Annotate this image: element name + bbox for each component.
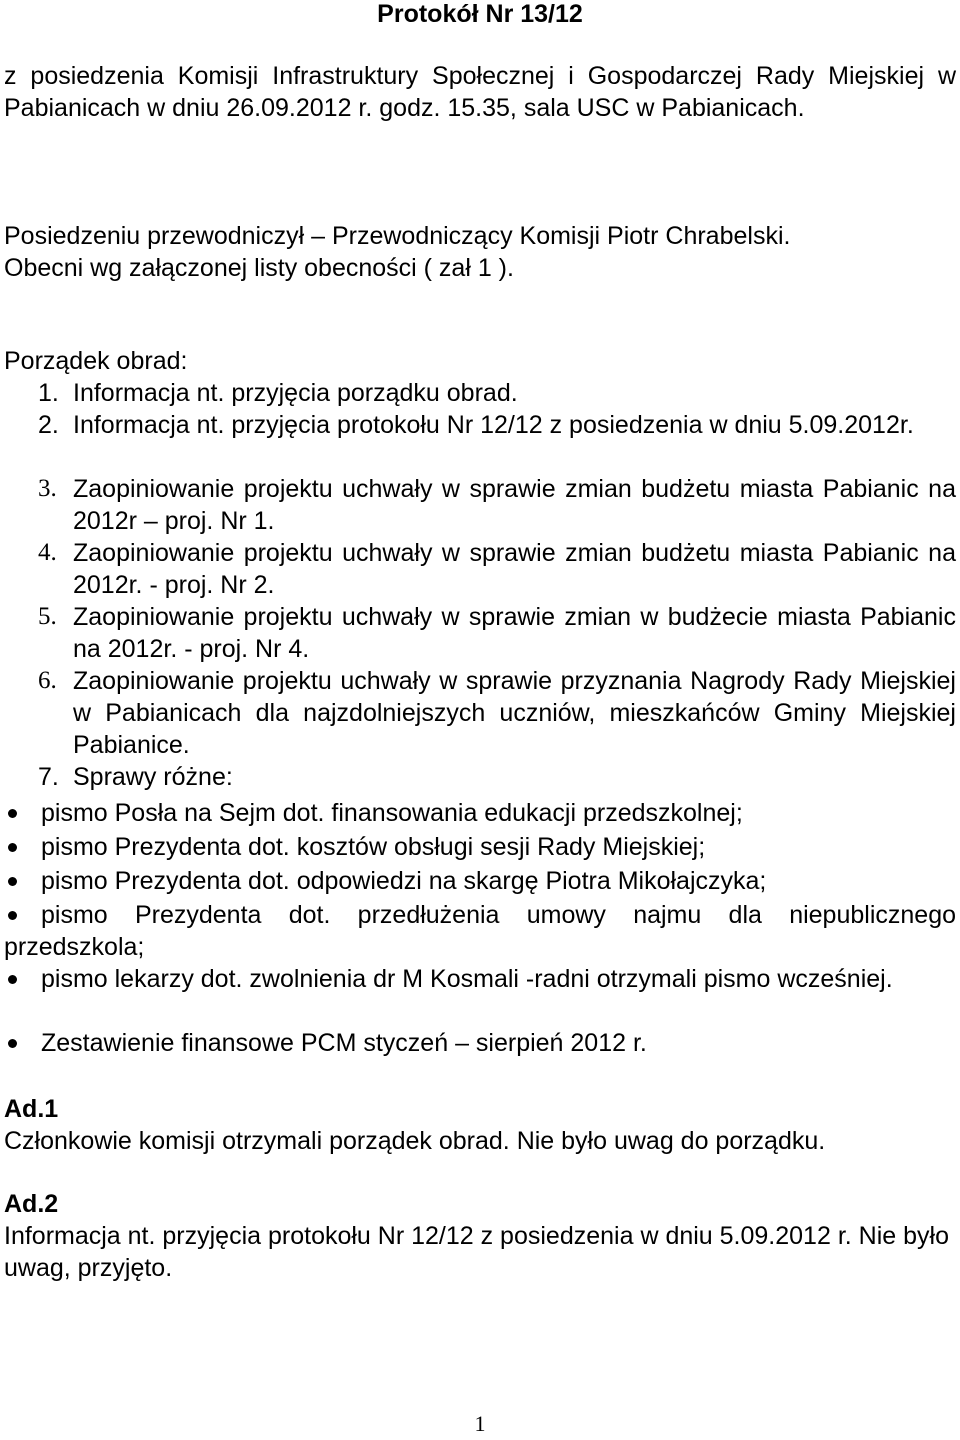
agenda-item-text: Informacja nt. przyjęcia porządku obrad. [73,379,518,407]
agenda-item [38,761,956,793]
agenda-item-number: 5. [38,603,57,630]
agenda-item [38,665,956,761]
agenda-item-text: Sprawy różne: [73,763,233,791]
misc-item [4,797,956,831]
misc-item-text: Zestawienie finansowe PCM styczeń – sierpień 2012 r. [41,1029,647,1057]
bullet-icon [8,877,17,886]
section-heading-ad2: Ad.2 [4,1190,59,1218]
misc-item [4,899,956,963]
section-heading-ad1: Ad.1 [4,1095,59,1123]
misc-item-text: pismo Prezydenta dot. kosztów obsługi sesji Rady Miejskiej; [41,833,706,861]
intro-paragraph: z posiedzenia Komisji Infrastruktury Społecznej i Gospodarczej Rady Miejskiej w Pabianicach w dniu 26.09.2012 r. godz. 15.35, sala USC w Pabianicach. [4,62,956,122]
agenda-item [38,377,956,409]
agenda-item-number: 2. [38,411,59,439]
agenda-item [38,601,956,665]
attendance-line: Obecni wg załączonej listy obecności ( zał 1 ). [4,254,514,282]
misc-item-text: pismo lekarzy dot. zwolnienia dr M Kosmali -radni otrzymali pismo wcześniej. [41,965,893,993]
agenda-item-number: 6. [38,667,57,694]
section-text-ad2: Informacja nt. przyjęcia protokołu Nr 12/12 z posiedzenia w dniu 5.09.2012 r. Nie było uwag, przyjęto. [4,1222,949,1282]
agenda-item-text: Zaopiniowanie projektu uchwały w sprawie zmian budżetu miasta Pabianic na 2012r – proj. Nr 1. [73,475,956,535]
bullet-icon [8,843,17,852]
misc-item [4,865,956,899]
agenda-heading: Porządek obrad: [4,347,188,375]
agenda-item-text: Zaopiniowanie projektu uchwały w sprawie przyznania Nagrody Rady Miejskiej w Pabianicach dla najzdolniejszych uczniów, mieszkańców Gminy Miejskiej Pabianice. [73,667,956,759]
agenda-item [38,473,956,537]
agenda-list [38,377,956,793]
agenda-item-text: Informacja nt. przyjęcia protokołu Nr 12/12 z posiedzenia w dniu 5.09.2012r. [73,411,914,439]
document-title: Protokół Nr 13/12 [377,0,583,28]
agenda-item-text: Zaopiniowanie projektu uchwały w sprawie zmian w budżecie miasta Pabianic na 2012r. - proj. Nr 4. [73,603,956,663]
misc-item [4,1027,956,1061]
bullet-icon [8,975,17,984]
agenda-item [38,409,956,473]
bullet-icon [8,911,17,920]
agenda-item-text: Zaopiniowanie projektu uchwały w sprawie zmian budżetu miasta Pabianic na 2012r. - proj. Nr 2. [73,539,956,599]
misc-item [4,831,956,865]
misc-item-text: pismo Prezydenta dot. przedłużenia umowy najmu dla niepublicznego przedszkola; [4,901,956,961]
misc-items-list [4,797,956,1061]
bullet-icon [8,1039,17,1048]
agenda-item-number: 4. [38,539,57,566]
agenda-item [38,537,956,601]
misc-item-text: pismo Prezydenta dot. odpowiedzi na skargę Piotra Mikołajczyka; [41,867,767,895]
misc-item [4,963,956,1027]
misc-item-text: pismo Posła na Sejm dot. finansowania edukacji przedszkolnej; [41,799,743,827]
agenda-item-number: 3. [38,475,57,502]
page-number: 1 [474,1411,486,1436]
agenda-item-number: 1. [38,379,59,407]
agenda-item-number: 7. [38,763,59,791]
bullet-icon [8,809,17,818]
chair-line: Posiedzeniu przewodniczył – Przewodniczący Komisji Piotr Chrabelski. [4,222,791,250]
section-text-ad1: Członkowie komisji otrzymali porządek obrad. Nie było uwag do porządku. [4,1127,826,1155]
